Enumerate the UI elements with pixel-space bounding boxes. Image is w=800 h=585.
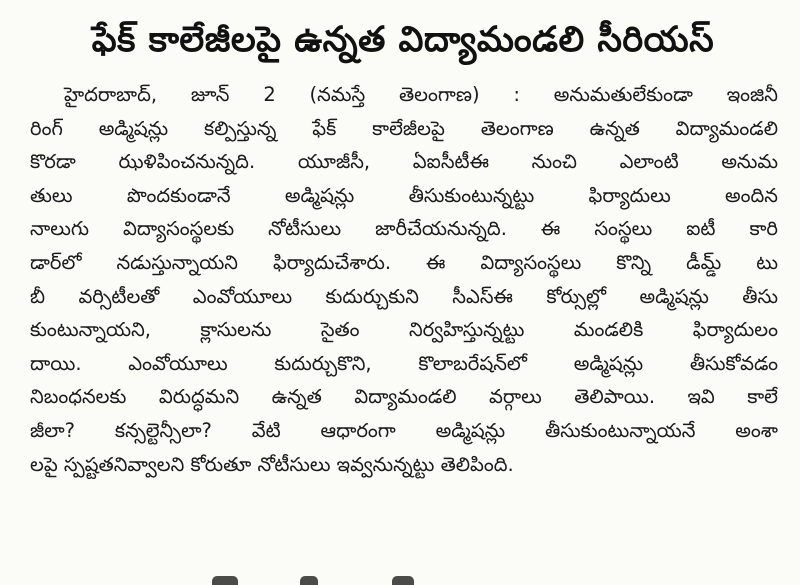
article-headline: ఫేక్ కాలేజీలపై ఉన్నత విద్యామండలి సీరియస్ bbox=[91, 20, 715, 60]
article-line: కుంటున్నాయని, క్లాసులను సైతం నిర్వహిస్తున్నట్టు మండలికి ఫిర్యాదులం bbox=[30, 318, 778, 342]
article-line: డార్‌లో నడుస్తున్నాయని ఫిర్యాదుచేశారు. ఈ విద్యాసంస్థలు కొన్ని డీమ్డ్ టు bbox=[30, 250, 778, 274]
article-line: కొరడా ఝళిపించనున్నది. యూజీసీ, ఏఐసీటీఈ నుంచి ఎలాంటి అనుమ bbox=[30, 150, 778, 174]
cropped-next-line bbox=[0, 576, 800, 585]
article-line: బీ వర్సిటీలతో ఎంవోయూలు కుదుర్చుకుని సీఎస్‌ఈ కోర్సుల్లో అడ్మిషన్లు తీసు bbox=[30, 284, 778, 308]
article-line: దాయి. ఎంవోయూలు కుదుర్చుకొని, కొలాబరేషన్‌లో అడ్మిషన్లు తీసుకోవడం bbox=[30, 351, 778, 375]
article-line: లపై స్పష్టతనివ్వాలని కోరుతూ నోటీసులు ఇవ్వనున్నట్టు తెలిపింది. bbox=[30, 452, 514, 476]
article-line: రింగ్ అడ్మిషన్లు కల్పిస్తున్న ఫేక్ కాలేజీలపై తెలంగాణ ఉన్నత విద్యామండలి bbox=[30, 116, 778, 140]
article-line: నాలుగు విద్యాసంస్థలకు నోటీసులు జారీచేయనున్నది. ఈ సంస్థలు ఐటీ కారి bbox=[30, 217, 778, 241]
article-line: నిబంధనలకు విరుద్ధమని ఉన్నత విద్యామండలి వర్గాలు తెలిపాయి. ఇవి కాలే bbox=[30, 385, 778, 409]
article-line: జీలా? కన్సల్టెన్సీలా? వేటి ఆధారంగా అడ్మిషన్లు తీసుకుంటున్నాయనే అంశా bbox=[30, 418, 778, 442]
article-line: హైదరాబాద్, జూన్ 2 (నమస్తే తెలంగాణ) : అనుమతులేకుండా ఇంజినీ bbox=[64, 83, 778, 106]
article-body bbox=[30, 78, 778, 481]
article-line: తులు పొందకుండానే అడ్మిషన్లు తీసుకుంటున్నట్టు ఫిర్యాదులు అందిన bbox=[30, 183, 778, 207]
